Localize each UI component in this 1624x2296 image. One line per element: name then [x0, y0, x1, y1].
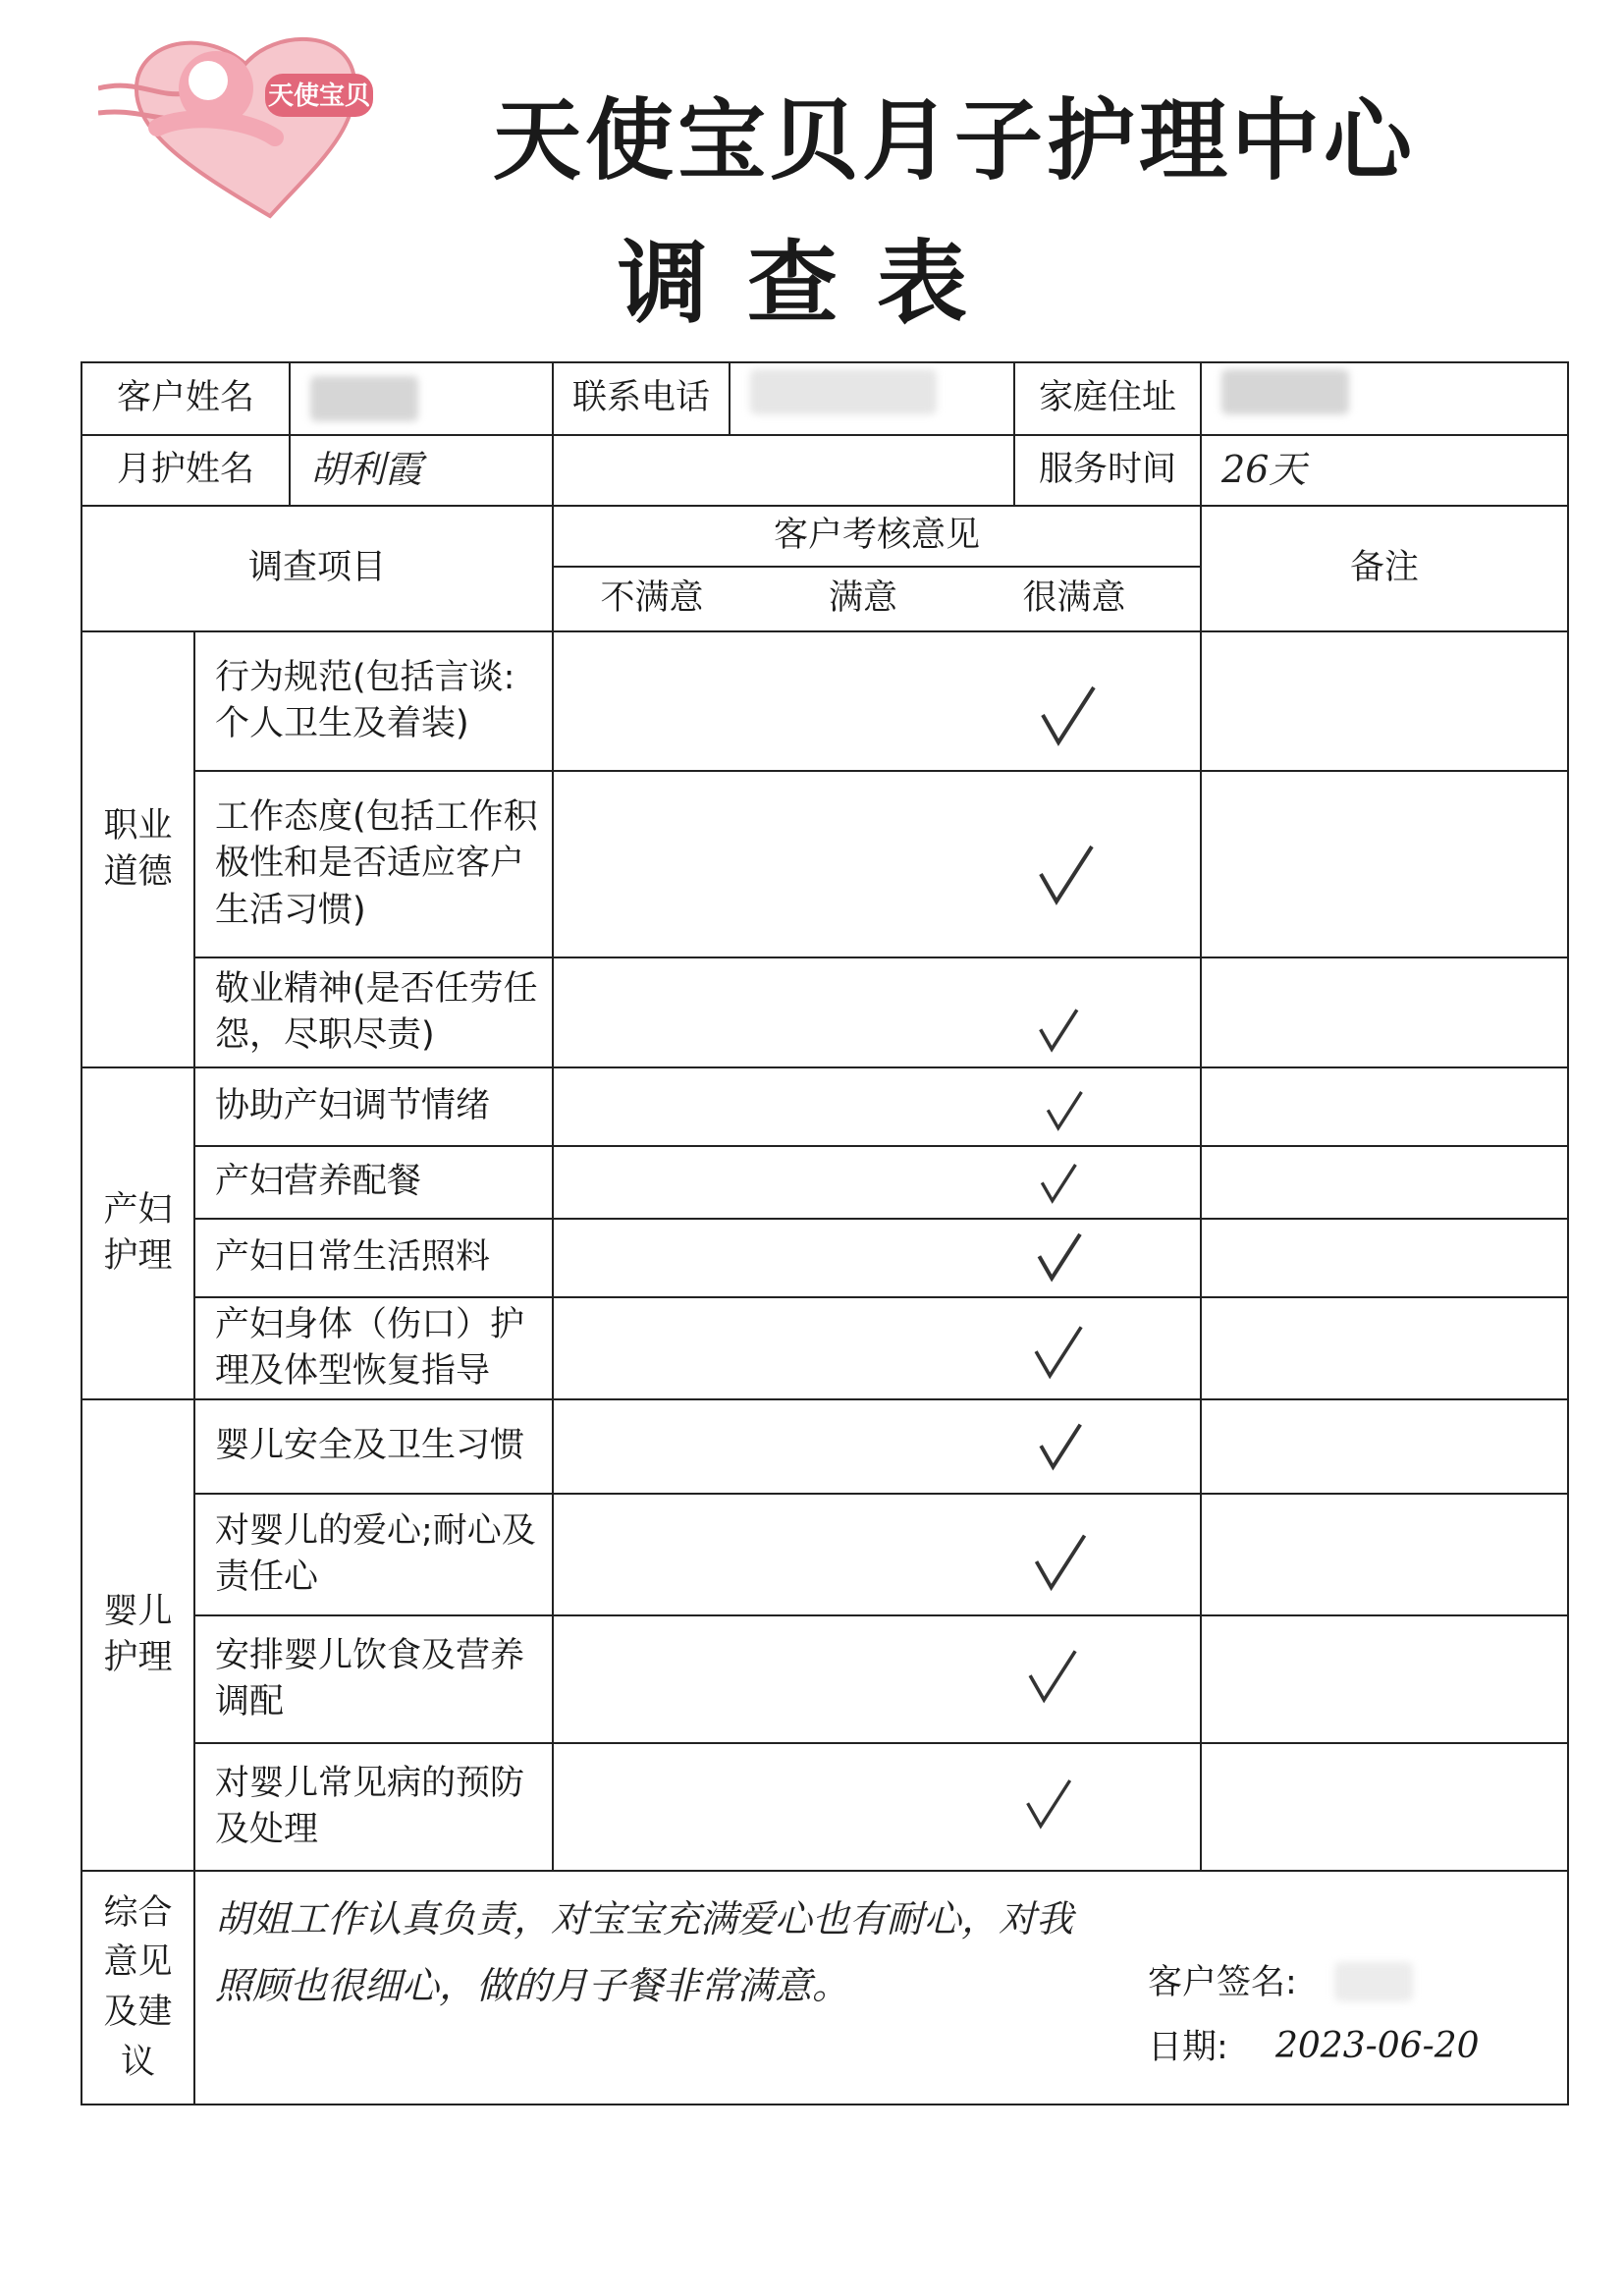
rating-cell [553, 1146, 1201, 1219]
logo-text: 天使宝贝 [267, 82, 371, 111]
nurse-name-label: 月护姓名 [82, 436, 291, 505]
page-subtitle: 调查表 [617, 231, 1006, 336]
remarks-cell [1201, 771, 1568, 957]
redacted-signature [1334, 1962, 1413, 2001]
remarks-cell [1201, 957, 1568, 1067]
remarks-cell [1201, 631, 1568, 771]
nurse-name-cell [81, 435, 553, 506]
rating-cell [553, 1399, 1201, 1494]
rating-cell [553, 1743, 1201, 1871]
survey-item-label: 行为规范(包括言谈:个人卫生及着装) [194, 631, 553, 771]
blank-cell [553, 435, 1014, 506]
checkmark-icon [1043, 1088, 1088, 1133]
remarks-cell [1201, 1743, 1568, 1871]
survey-item-label: 安排婴儿饮食及营养调配 [194, 1615, 553, 1743]
rating-cell [553, 1494, 1201, 1615]
remarks-header: 备注 [1201, 506, 1568, 631]
address-field [1201, 362, 1568, 435]
customer-name-cell [81, 362, 553, 435]
very-satisfied-header: 很满意 [1022, 578, 1126, 619]
survey-item-label: 协助产妇调节情绪 [194, 1067, 553, 1146]
remarks-cell [1201, 1399, 1568, 1494]
checkmark-icon [1035, 1420, 1088, 1473]
category-label: 婴儿 护理 [81, 1399, 194, 1871]
page-title: 天使宝贝月子护理中心 [493, 89, 1416, 192]
rating-cell [553, 1615, 1201, 1743]
summary-cell [194, 1871, 1568, 2105]
rating-cell [553, 771, 1201, 957]
category-label: 职业 道德 [81, 631, 194, 1067]
remarks-cell [1201, 1494, 1568, 1615]
checkmark-icon [1023, 1646, 1084, 1707]
remarks-cell [1201, 1219, 1568, 1297]
rating-cell [553, 957, 1201, 1067]
survey-item-label: 产妇营养配餐 [194, 1146, 553, 1219]
summary-comment: 胡姐工作认真负责，对宝宝充满爱心也有耐心，对我照顾也很细心，做的月子餐非常满意。 [215, 1897, 1074, 2007]
rating-header-cell [553, 567, 1201, 631]
date-label: 日期: [1148, 2028, 1228, 2067]
rating-cell [553, 1219, 1201, 1297]
survey-item-label: 产妇日常生活照料 [194, 1219, 553, 1297]
rating-cell [553, 1067, 1201, 1146]
remarks-cell [1201, 1146, 1568, 1219]
summary-label: 综合 意见 及建 议 [81, 1871, 194, 2105]
checkmark-icon [1033, 841, 1102, 909]
redacted-customer-name [310, 376, 418, 421]
checkmark-icon [1029, 1322, 1090, 1383]
survey-item-label: 对婴儿常见病的预防及处理 [194, 1743, 553, 1871]
remarks-cell [1201, 1067, 1568, 1146]
service-time-value: 26天 [1201, 435, 1568, 506]
checkmark-icon [1029, 1530, 1094, 1595]
satisfied-header: 满意 [828, 578, 897, 619]
customer-name-label: 客户姓名 [82, 363, 291, 434]
nurse-name-value: 胡利霞 [310, 448, 423, 492]
phone-field [730, 362, 1014, 435]
signature-label: 客户签名: [1148, 1963, 1297, 2002]
service-time-label: 服务时间 [1014, 435, 1201, 506]
date-value: 2023-06-20 [1275, 2026, 1480, 2066]
checkmark-icon [1035, 682, 1104, 750]
checkmark-icon [1035, 1006, 1084, 1055]
survey-item-label: 婴儿安全及卫生习惯 [194, 1399, 553, 1494]
redacted-address [1221, 369, 1349, 414]
unsatisfied-header: 不满意 [600, 578, 704, 619]
remarks-cell [1201, 1297, 1568, 1399]
customer-name-field [291, 363, 552, 434]
opinion-group-header: 客户考核意见 [553, 506, 1201, 567]
survey-item-label: 工作态度(包括工作积极性和是否适应客户生活习惯) [194, 771, 553, 957]
survey-item-header: 调查项目 [81, 506, 553, 631]
checkmark-icon [1037, 1161, 1082, 1206]
category-label: 产妇 护理 [81, 1067, 194, 1399]
survey-item-label: 产妇身体（伤口）护理及体型恢复指导 [194, 1297, 553, 1399]
address-label: 家庭住址 [1014, 362, 1201, 435]
redacted-phone [750, 369, 937, 414]
checkmark-icon [1021, 1776, 1078, 1832]
survey-item-label: 对婴儿的爱心;耐心及责任心 [194, 1494, 553, 1615]
checkmark-icon [1033, 1230, 1088, 1285]
phone-label: 联系电话 [553, 362, 730, 435]
rating-cell [553, 1297, 1201, 1399]
remarks-cell [1201, 1615, 1568, 1743]
survey-item-label: 敬业精神(是否任劳任怨，尽职尽责) [194, 957, 553, 1067]
survey-form-table [81, 361, 1569, 2105]
rating-cell [553, 631, 1201, 771]
